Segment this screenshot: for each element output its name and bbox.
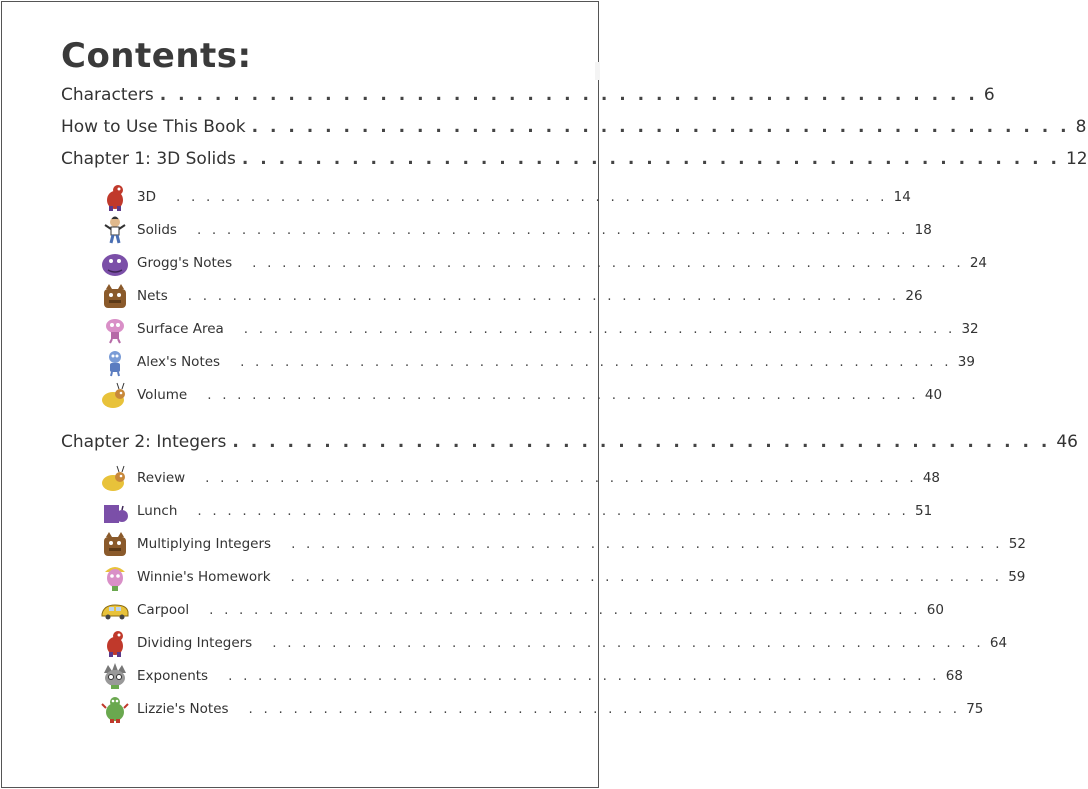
entry-label: Volume: [137, 387, 188, 403]
entry-page: 60: [926, 602, 944, 618]
brown-monster-icon: [100, 529, 130, 559]
entry-page: 6: [983, 85, 995, 105]
toc-subentry-dividing-integers[interactable]: [100, 628, 1008, 658]
toc-entry-chapter-2[interactable]: [61, 432, 1078, 452]
entry-page: 40: [924, 387, 943, 403]
entry-page: 39: [957, 354, 975, 370]
entry-label: Alex's Notes: [137, 354, 221, 370]
toc-subentry-review[interactable]: [100, 463, 941, 493]
entry-page: 52: [1008, 536, 1026, 552]
entry-label: How to Use This Book: [61, 117, 246, 137]
pink-monster-icon: [100, 314, 130, 344]
toc-subentry-solids[interactable]: [100, 215, 932, 245]
page-edge: [595, 62, 600, 80]
toc-subentry-lunch[interactable]: [100, 496, 933, 526]
dot-leader: . . . . . . . . . . . . . . . . . . . . . . . . . . . . . . . . . . . . . . . . . . . . . . . .: [197, 503, 910, 519]
entry-label: Characters: [61, 85, 154, 105]
entry-label: Review: [137, 470, 186, 486]
dot-leader: . . . . . . . . . . . . . . . . . . . . . . . . . . . . . . . . . . . . . . . . . . . . . . . .: [291, 536, 1003, 552]
entry-page: 14: [893, 189, 911, 205]
entry-label: Dividing Integers: [137, 635, 253, 651]
kid-character-icon: [100, 215, 130, 245]
toc-subentry-exponents[interactable]: [100, 661, 963, 691]
entry-page: 26: [905, 288, 923, 304]
entry-label: Carpool: [137, 602, 190, 618]
toc-entry-how-to-use[interactable]: [61, 117, 1087, 137]
entry-page: 48: [922, 470, 941, 486]
dot-leader: . . . . . . . . . . . . . . . . . . . . . . . . . . . . . . . . . . . . . . . . . . . . .: [232, 432, 1051, 452]
toc-subentry-multiplying-integers[interactable]: [100, 529, 1026, 559]
dot-leader: . . . . . . . . . . . . . . . . . . . . . . . . . . . . . . . . . . . . . . . . . . . . .: [251, 117, 1070, 137]
dot-leader: . . . . . . . . . . . . . . . . . . . . . . . . . . . . . . . . . . . . . . . . . . . . . . . .: [290, 569, 1003, 585]
entry-label: Multiplying Integers: [137, 536, 272, 552]
dot-leader: . . . . . . . . . . . . . . . . . . . . . . . . . . . . . . . . . . . . . . . . . . . . . . . .: [228, 668, 940, 684]
entry-label: Chapter 2: Integers: [61, 432, 227, 452]
entry-page: 24: [969, 255, 987, 271]
lunch-bag-icon: [100, 496, 130, 526]
dot-leader: . . . . . . . . . . . . . . . . . . . . . . . . . . . . . . . . . . . . . . . . . . . . . . . .: [196, 222, 909, 238]
toc-entry-characters[interactable]: [61, 85, 995, 105]
entry-label: 3D: [137, 189, 156, 205]
toc-entry-chapter-1[interactable]: [61, 149, 1088, 169]
red-monster-icon: [100, 182, 130, 212]
entry-page: 46: [1056, 432, 1078, 452]
yellow-bug-icon: [100, 463, 130, 493]
dot-leader: . . . . . . . . . . . . . . . . . . . . . . . . . . . . . . . . . . . . . . . . . . . . .: [159, 85, 978, 105]
entry-label: Chapter 1: 3D Solids: [61, 149, 236, 169]
toc-subentry-alexs-notes[interactable]: [100, 347, 975, 377]
entry-label: Lizzie's Notes: [137, 701, 229, 717]
dot-leader: . . . . . . . . . . . . . . . . . . . . . . . . . . . . . . . . . . . . . . . . . . . . . . . .: [187, 288, 900, 304]
toc-subentry-nets[interactable]: [100, 281, 923, 311]
entry-page: 75: [966, 701, 984, 717]
dot-leader: . . . . . . . . . . . . . . . . . . . . . . . . . . . . . . . . . . . . . . . . . . . . .: [241, 149, 1060, 169]
entry-page: 8: [1075, 117, 1087, 137]
entry-label: Surface Area: [137, 321, 224, 337]
toc-subentry-surface-area[interactable]: [100, 314, 979, 344]
dot-leader: . . . . . . . . . . . . . . . . . . . . . . . . . . . . . . . . . . . . . . . . . . . . . . . .: [205, 470, 917, 486]
purple-monster-icon: [100, 248, 130, 278]
dot-leader: . . . . . . . . . . . . . . . . . . . . . . . . . . . . . . . . . . . . . . . . . . . . . . . .: [175, 189, 888, 205]
toc-subentry-lizzies-notes[interactable]: [100, 694, 984, 724]
toc-subentry-3d[interactable]: [100, 182, 911, 212]
entry-label: Exponents: [137, 668, 209, 684]
dot-leader: . . . . . . . . . . . . . . . . . . . . . . . . . . . . . . . . . . . . . . . . . . . . . . . .: [209, 602, 921, 618]
entry-page: 12: [1065, 149, 1088, 169]
dot-leader: . . . . . . . . . . . . . . . . . . . . . . . . . . . . . . . . . . . . . . . . . . . . . . . .: [272, 635, 984, 651]
yellow-bug-icon: [100, 380, 130, 410]
green-monster-icon: [100, 694, 130, 724]
entry-label: Nets: [137, 288, 168, 304]
toc-subentry-groggs-notes[interactable]: [100, 248, 987, 278]
dot-leader: . . . . . . . . . . . . . . . . . . . . . . . . . . . . . . . . . . . . . . . . . . . . . . . .: [207, 387, 919, 403]
entry-label: Grogg's Notes: [137, 255, 233, 271]
dot-leader: . . . . . . . . . . . . . . . . . . . . . . . . . . . . . . . . . . . . . . . . . . . . . . . .: [248, 701, 961, 717]
entry-page: 32: [961, 321, 979, 337]
dot-leader: . . . . . . . . . . . . . . . . . . . . . . . . . . . . . . . . . . . . . . . . . . . . . . . .: [240, 354, 952, 370]
entry-page: 59: [1008, 569, 1026, 585]
winnie-monster-icon: [100, 562, 130, 592]
toc-subentry-winnies-homework[interactable]: [100, 562, 1026, 592]
red-monster-icon: [100, 628, 130, 658]
dot-leader: . . . . . . . . . . . . . . . . . . . . . . . . . . . . . . . . . . . . . . . . . . . . . . . .: [243, 321, 956, 337]
entry-page: 64: [989, 635, 1008, 651]
brown-monster-icon: [100, 281, 130, 311]
entry-label: Solids: [137, 222, 177, 238]
entry-page: 51: [915, 503, 933, 519]
entry-page: 18: [914, 222, 932, 238]
toc-subentry-carpool[interactable]: [100, 595, 944, 625]
dot-leader: . . . . . . . . . . . . . . . . . . . . . . . . . . . . . . . . . . . . . . . . . . . . . . . .: [252, 255, 964, 271]
blue-monster-icon: [100, 347, 130, 377]
bus-icon: [100, 595, 130, 625]
entry-label: Lunch: [137, 503, 178, 519]
entry-page: 68: [945, 668, 963, 684]
page-title: Contents:: [61, 36, 252, 76]
grey-monster-icon: [100, 661, 130, 691]
toc-subentry-volume[interactable]: [100, 380, 943, 410]
entry-label: Winnie's Homework: [137, 569, 271, 585]
